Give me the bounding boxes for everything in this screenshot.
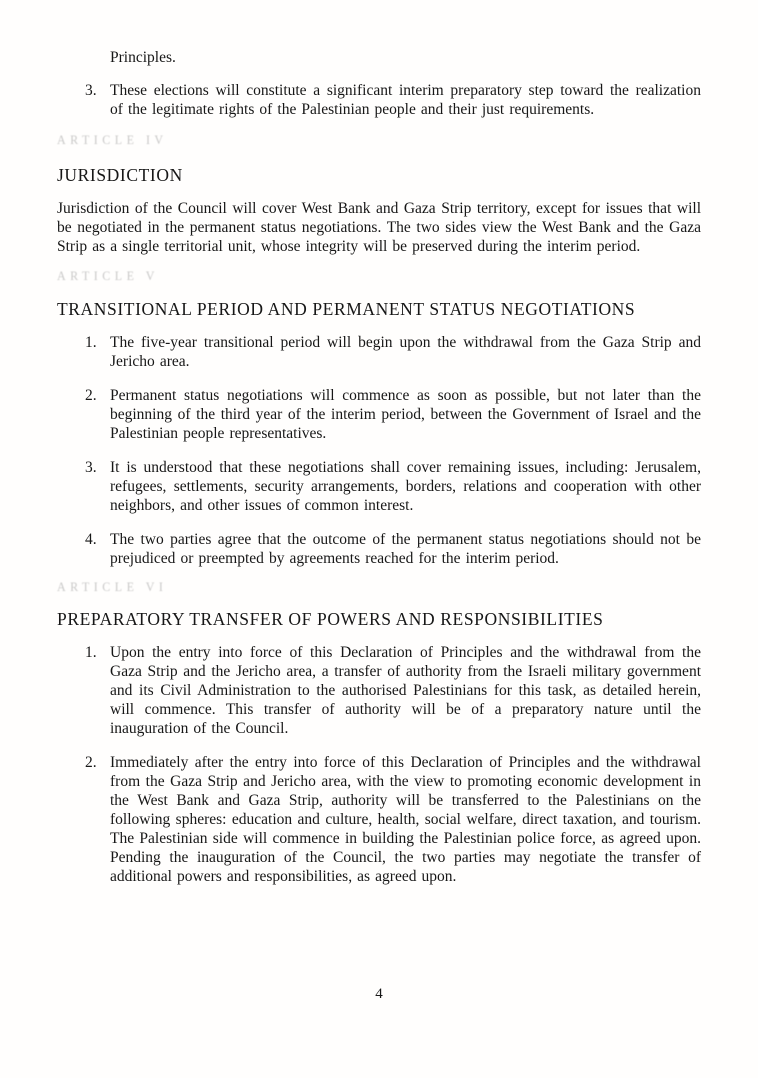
list-item (57, 530, 701, 568)
section-heading-transitional-period: TRANSITIONAL PERIOD AND PERMANENT STATUS NEGOTIATIONS (57, 299, 636, 319)
faint-article-marker: ARTICLE VI (57, 579, 168, 595)
section-heading-jurisdiction: JURISDICTION (57, 165, 183, 185)
list-item-number: 2. (85, 754, 97, 771)
list-item-text: It is understood that these negotiations shall cover remaining issues, including: Jerusalem, refugees, settlements, security arrangements, borders, relations and cooperation with other neighbors, and other issues of common interest. (110, 459, 701, 514)
faint-article-marker: ARTICLE V (57, 268, 159, 284)
page-number: 4 (375, 986, 383, 1002)
list-item-text: The five-year transitional period will begin upon the withdrawal from the Gaza Strip and Jericho area. (110, 334, 701, 370)
list-item (57, 81, 701, 119)
list-item (57, 386, 701, 443)
list-item-number: 1. (85, 644, 97, 661)
continuation-line: Principles. (110, 49, 176, 66)
list-item-text: The two parties agree that the outcome of the permanent status negotiations should not be prejudiced or preempted by agreements reached for the interim period. (110, 531, 701, 567)
list-item-number: 4. (85, 531, 97, 548)
page-content (57, 48, 701, 886)
list-item-text: Permanent status negotiations will commence as soon as possible, but not later than the beginning of the third year of the interim period, between the Government of Israel and the Palestinian people representatives. (110, 387, 701, 442)
faint-article-marker: ARTICLE IV (57, 132, 168, 148)
list-item-number: 3. (85, 459, 97, 476)
list-item-number: 1. (85, 334, 97, 351)
section-heading-preparatory-transfer: PREPARATORY TRANSFER OF POWERS AND RESPONSIBILITIES (57, 609, 604, 629)
list-item-number: 3. (85, 82, 97, 99)
list-item-text: Immediately after the entry into force of this Declaration of Principles and the withdrawal from the Gaza Strip and Jericho area, with the view to promoting economic development in the West Bank and Gaza Strip, authority will be transferred to the Palestinians on the following spheres: education and culture, health, social welfare, direct taxation, and tourism. The Palestinian side will commence in building the Palestinian police force, as agreed upon. Pending the inauguration of the Council, the two parties may negotiate the transfer of additional powers and responsibilities, as agreed upon. (110, 754, 701, 885)
list-item-text: Upon the entry into force of this Declaration of Principles and the withdrawal from the Gaza Strip and the Jericho area, a transfer of authority from the Israeli military government and its Civil Administration to the authorised Palestinians for this task, as detailed herein, will commence. This transfer of authority will be of a preparatory nature until the inauguration of the Council. (110, 644, 701, 737)
list-item-number: 2. (85, 387, 97, 404)
section-paragraph: Jurisdiction of the Council will cover West Bank and Gaza Strip territory, except for issues that will be negotiated in the permanent status negotiations. The two sides view the West Bank and the Gaza Strip as a single territorial unit, whose integrity will be preserved during the interim period. (57, 200, 701, 255)
list-item (57, 753, 701, 886)
list-item-text: These elections will constitute a significant interim preparatory step toward the realization of the legitimate rights of the Palestinian people and their just requirements. (110, 82, 701, 118)
list-item (57, 458, 701, 515)
list-item (57, 643, 701, 738)
list-item (57, 333, 701, 371)
